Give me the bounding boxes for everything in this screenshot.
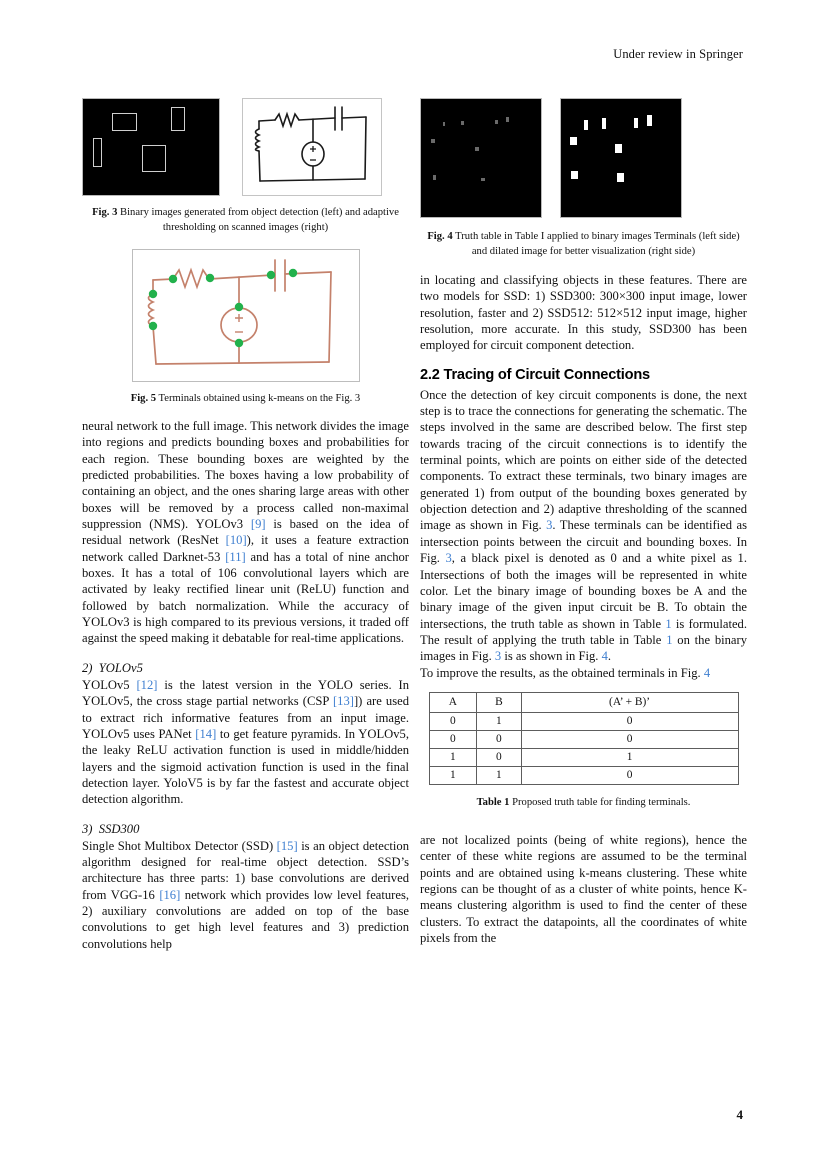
figure-4-caption-text: Truth table in Table I applied to binary images Terminals (left side) and dilated image for better visualization (right side)	[455, 231, 740, 257]
citation-ref[interactable]: [9]	[250, 517, 266, 532]
text-run: is as shown in Fig.	[501, 649, 602, 664]
citation-ref[interactable]: [12]	[136, 677, 158, 692]
terminal-dot	[584, 120, 588, 130]
subsection-yolov5-heading	[82, 661, 409, 676]
text-run: to get feature pyramids. In YOLOv5, the leaky ReLU activation function is used in middle/hidden layers and the sigmoid activation function is used in the final detection layer. YoloV5 is by far the fastest and accurate object detection algorithm.	[82, 726, 409, 807]
table-ref[interactable]: 1	[665, 616, 672, 631]
terminal-dot	[571, 171, 578, 179]
text-run: Single Shot Multibox Detector (SSD)	[82, 838, 277, 853]
table-cell: 1	[477, 766, 521, 784]
figure-ref[interactable]: 3	[546, 518, 553, 533]
figure-ref[interactable]: 4	[703, 665, 711, 680]
table-cell: 1	[477, 712, 521, 730]
terminal-dot	[617, 173, 624, 182]
table-1-caption	[420, 797, 747, 808]
table-1-caption-text: Proposed truth table for finding terminals.	[512, 796, 691, 808]
circuit-drawing-svg	[243, 99, 381, 195]
section-heading-2-2: 2.2 Tracing of Circuit Connections	[420, 366, 650, 383]
table-cell: 0	[521, 730, 738, 748]
terminal-dot	[433, 175, 436, 180]
table-header-cell: (A’ + B)’	[521, 692, 738, 712]
text-run: . These terminals can be identified as intersection points between the circuit and bounding boxes. In Fig.	[420, 518, 747, 566]
table-cell: 0	[477, 748, 521, 766]
text-run: is based on the idea of residual network (ResNet	[82, 517, 409, 548]
figure-3-images	[82, 98, 409, 196]
figure-4-caption	[420, 229, 747, 259]
figure-ref[interactable]: 3	[494, 649, 502, 664]
text-run: neural network to the full image. This network divides the image into regions and predicts bounding boxes and probabilities for each region. These bounding boxes are weighted by the predicted probabilities. The boxes having a low probability of containing an object, and the ones sharing large areas with other boxes will be removed by a process called non-maximal suppression (NMS). YOLOv3	[82, 419, 409, 532]
table-cell: 0	[521, 766, 738, 784]
table-cell: 0	[477, 730, 521, 748]
text-run: is an object detection algorithm designed for real-time object detection. SSD’s architecture has three parts: 1) base convolutions are derived from VGG-16	[82, 838, 409, 902]
text-run: Once the detection of key circuit components is done, the next step is to trace the connections for generating the schematic. The steps involved in the same are described below. The first step towards tracing of the circuit connections is to identify the terminal points, which are points on either side of the detected components. To extract these terminals, two binary images are generated 1) from output of the bounding boxes generated by objection detection and 2) adaptive thresholding of the scanned image as shown in Fig.	[420, 387, 747, 533]
text-run: .	[607, 649, 612, 664]
table-header-cell: A	[429, 692, 477, 712]
dilated-terminal-points-image	[560, 98, 682, 218]
terminal-dot	[570, 137, 577, 145]
subsection-title: SSD300	[98, 821, 140, 836]
bbox-shape	[171, 107, 185, 131]
table-row	[429, 730, 738, 748]
citation-ref[interactable]: [14]	[195, 726, 217, 741]
figure-4-images	[420, 98, 747, 218]
bbox-shape	[112, 113, 137, 131]
bbox-shape	[142, 145, 166, 172]
figure-ref[interactable]: 4	[601, 649, 608, 664]
table-cell: 1	[429, 748, 477, 766]
binary-bounding-box-image	[82, 98, 220, 196]
citation-ref[interactable]: [13]	[332, 694, 354, 709]
figure-3-caption	[82, 205, 409, 235]
subsection-number: 3)	[82, 821, 93, 836]
bbox-shape	[93, 138, 102, 167]
terminal-dot	[481, 178, 485, 181]
text-run: To improve the results, as the obtained terminals in Fig.	[420, 665, 704, 680]
text-run: network which provides low level features, 2) auxiliary convolutions are added on top of the base convolutions to get high level features and 3) prediction convolutions help	[82, 887, 409, 951]
scanned-circuit-binary-image	[242, 98, 382, 196]
terminal-dot	[495, 120, 498, 124]
citation-ref[interactable]: [11]	[225, 549, 246, 564]
subsection-ssd300-heading	[82, 822, 409, 837]
terminal-dot	[634, 118, 638, 128]
terminal-dot	[475, 147, 479, 151]
table-cell: 1	[521, 748, 738, 766]
figure-5-label: Fig. 5	[130, 393, 157, 404]
table-cell: 0	[429, 712, 477, 730]
terminal-dot	[647, 115, 652, 126]
truth-table	[429, 692, 739, 785]
table-header-cell: B	[477, 692, 521, 712]
figure-3-caption-text: Binary images generated from object detection (left) and adaptive thresholding on scanned images (right)	[120, 207, 399, 233]
left-column	[82, 98, 409, 952]
text-run: is formulated. The result of applying the truth table in Table	[420, 616, 747, 647]
subsection-title: YOLOv5	[98, 660, 143, 675]
table-1	[420, 692, 747, 808]
table-cell: 0	[429, 730, 477, 748]
figure-5	[82, 249, 409, 406]
text-run: , a black pixel is denoted as 0 and a white pixel as 1. Intersections of both the images will be represented in white color. Let the binary image of bounding boxes be A and the binary image of the given input circuit be B. To obtain the intersections, the truth table as shown in Table	[420, 551, 747, 631]
citation-ref[interactable]: [16]	[159, 887, 181, 902]
table-ref[interactable]: 1	[666, 632, 673, 647]
figure-4-label: Fig. 4	[427, 231, 453, 242]
text-run: on the binary images in Fig.	[420, 632, 747, 664]
terminal-dot	[461, 121, 464, 125]
figure-5-caption	[82, 391, 409, 406]
paragraph-ssd-continued: in locating and classifying objects in these features. There are two models for SSD: 1) SSD300: 300×300 input image, lower resolution, faster and 2) SSD512: 512×512 input image, higher resolution, more accurate. In this study, SSD300 has been employed for circuit component detection.	[420, 273, 747, 353]
table-cell: 1	[429, 766, 477, 784]
text-run: ), it uses a feature extraction network called Darknet-53	[82, 533, 409, 564]
terminal-dot	[615, 144, 622, 153]
right-column	[420, 98, 747, 957]
right-column-body	[420, 272, 747, 946]
running-head: Under review in Springer	[613, 47, 743, 61]
text-run: is the latest version in the YOLO series. In YOLOv5, the cross stage partial networks (CSP	[82, 677, 409, 709]
subsection-number: 2)	[82, 660, 93, 675]
figure-5-caption-text: Terminals obtained using k-means on the Fig. 3	[158, 393, 361, 404]
table-row	[429, 712, 738, 730]
paragraph-yolov3	[82, 418, 409, 647]
table-cell: 0	[521, 712, 738, 730]
text-run: YOLOv5	[82, 677, 137, 692]
terminal-dot	[602, 118, 606, 129]
paragraph-ssd300	[82, 838, 409, 952]
citation-ref[interactable]: [15]	[276, 838, 298, 853]
paragraph-kmeans: are not localized points (being of white regions), hence the center of these white regions are assumed to be the terminal points and are obtained using k-means clustering. These white regions can be thought of as a cluster of white points, hence K-means clustering algorithm is used to find the center of these clusters. To extract the datapoints, all the coordinates of white pixels from the	[420, 832, 747, 945]
figure-3	[82, 98, 409, 235]
terminal-dot	[506, 117, 509, 122]
terminal-dot	[431, 139, 435, 143]
table-row	[429, 766, 738, 784]
circuit-with-kmeans-terminals	[132, 249, 360, 382]
text-run: and has a total of nine anchor boxes. It has a total of 106 convolutional layers which are activated by leaky rectified linear unit (ReLU) function and followed by batch normalization. While the accuracy of YOLOv3 is high compared to its previous versions, it traded off against the speed making it debatable for real-time applications.	[82, 549, 409, 646]
left-column-body	[82, 418, 409, 952]
table-header-row	[429, 692, 738, 712]
table-1-label: Table 1	[476, 796, 510, 808]
page-number: 4	[736, 1107, 743, 1122]
kmeans-circuit-svg	[133, 250, 359, 381]
paragraph-yolov5	[82, 677, 409, 808]
figure-3-label: Fig. 3	[92, 207, 118, 218]
terminal-dot	[443, 122, 445, 126]
paragraph-tracing	[420, 387, 747, 665]
paragraph-improve	[420, 665, 747, 681]
text-run: ]) are used to extract rich informative features from an input image. YOLOv5 uses PANet	[82, 694, 409, 741]
terminal-points-binary-image	[420, 98, 542, 218]
figure-4	[420, 98, 747, 259]
table-row	[429, 748, 738, 766]
citation-ref[interactable]: [10]	[225, 533, 247, 548]
figure-ref[interactable]: 3	[445, 551, 452, 566]
